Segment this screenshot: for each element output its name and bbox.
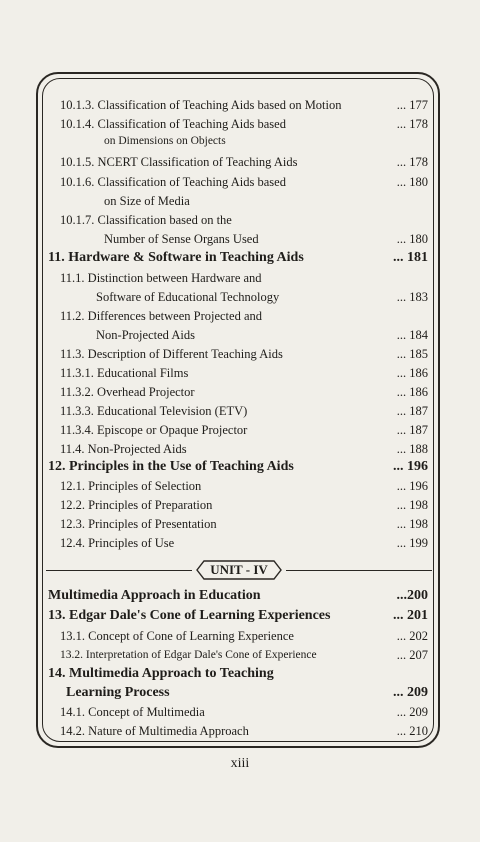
toc-entry-11-2: 11.2. Differences between Projected and — [60, 309, 263, 323]
toc-entry-13-1: 13.1. Concept of Cone of Learning Experience ... 202 — [60, 629, 428, 643]
toc-chapter-14: 14. Multimedia Approach to Teaching — [48, 666, 274, 681]
toc-entry-10-1-7-continued: Number of Sense Organs Used ... 180 — [104, 232, 428, 246]
toc-entry-14-1: 14.1. Concept of Multimedia ... 209 — [60, 705, 428, 719]
toc-entry-10-1-4-continued: on Dimensions on Objects — [104, 135, 226, 147]
toc-entry-10-1-6-continued: on Size of Media — [104, 194, 190, 208]
toc-entry-10-1-7: 10.1.7. Classification based on the — [60, 213, 232, 227]
toc-entry-11-3-4: 11.3.4. Episcope or Opaque Projector ... 187 — [60, 423, 428, 437]
toc-unit-title: Multimedia Approach in Education ...200 — [48, 588, 428, 603]
toc-entry-11-3: 11.3. Description of Different Teaching Aids ... 185 — [60, 347, 428, 361]
toc-entry-13-2: 13.2. Interpretation of Edgar Dale's Cone of Experience ... 207 — [60, 648, 428, 662]
toc-chapter-11: 11. Hardware & Software in Teaching Aids ... 181 — [48, 250, 428, 265]
toc-entry-14-2: 14.2. Nature of Multimedia Approach ... 210 — [60, 724, 428, 738]
unit-rule-left — [46, 570, 192, 571]
toc-entry-11-1-continued: Software of Educational Technology ... 183 — [96, 290, 428, 304]
toc-entry-11-1: 11.1. Distinction between Hardware and — [60, 271, 262, 285]
page-number-footer: xiii — [230, 756, 250, 771]
toc-entry-11-4: 11.4. Non-Projected Aids ... 188 — [60, 442, 428, 456]
toc-entry-12-1: 12.1. Principles of Selection ... 196 — [60, 479, 428, 493]
unit-badge — [196, 560, 282, 580]
toc-entry-11-2-continued: Non-Projected Aids ... 184 — [96, 328, 428, 342]
toc-entry-10-1-3: 10.1.3. Classification of Teaching Aids based on Motion ... 177 — [60, 98, 428, 112]
toc-entry-12-2: 12.2. Principles of Preparation ... 198 — [60, 498, 428, 512]
toc-entry-10-1-4: 10.1.4. Classification of Teaching Aids based ... 178 — [60, 117, 428, 131]
toc-entry-10-1-6: 10.1.6. Classification of Teaching Aids based ... 180 — [60, 175, 428, 189]
toc-chapter-12: 12. Principles in the Use of Teaching Aids ... 196 — [48, 459, 428, 474]
toc-entry-11-3-2: 11.3.2. Overhead Projector ... 186 — [60, 385, 428, 399]
toc-entry-11-3-1: 11.3.1. Educational Films ... 186 — [60, 366, 428, 380]
toc-entry-10-1-5: 10.1.5. NCERT Classification of Teaching Aids ... 178 — [60, 155, 428, 169]
toc-chapter-14-continued: Learning Process ... 209 — [66, 685, 428, 700]
toc-entry-12-4: 12.4. Principles of Use ... 199 — [60, 536, 428, 550]
toc-chapter-13: 13. Edgar Dale's Cone of Learning Experiences ... 201 — [48, 608, 428, 623]
unit-heading — [46, 560, 432, 582]
toc-entry-11-3-3: 11.3.3. Educational Television (ETV) ... 187 — [60, 404, 428, 418]
unit-rule-right — [286, 570, 432, 571]
toc-entry-12-3: 12.3. Principles of Presentation ... 198 — [60, 517, 428, 531]
unit-label: UNIT - IV — [210, 562, 268, 577]
